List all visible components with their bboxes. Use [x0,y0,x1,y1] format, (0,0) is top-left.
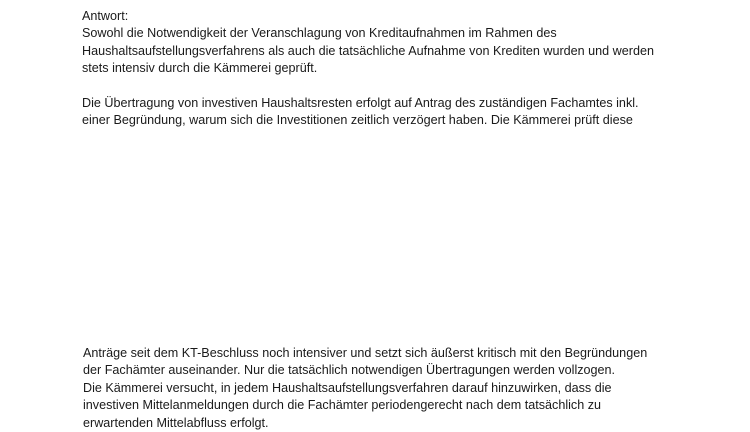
answer-heading: Antwort: [82,9,129,23]
paragraph-2 [82,95,639,130]
paragraph-3-line-1: Anträge seit dem KT-Beschluss noch intensiver und setzt sich äußerst kritisch mit den Begründungen [83,346,648,360]
paragraph-2-line-2: einer Begründung, warum sich die Investitionen zeitlich verzögert haben. Die Kämmerei prüft diese [82,113,633,128]
paragraph-3 [83,345,647,432]
paragraph-3-line-4: investiven Mittelanmeldungen durch die Fachämter periodengerecht nach dem tatsächlich zu [83,398,602,413]
paragraph-2-line-1: Die Übertragung von investiven Haushaltsresten erfolgt auf Antrag des zuständigen Fachamtes inkl. [82,96,639,110]
paragraph-1-line-1: Sowohl die Notwendigkeit der Veranschlagung von Kreditaufnahmen im Rahmen des [82,26,557,41]
paragraph-1-line-3: stets intensiv durch die Kämmerei geprüft. [82,61,318,76]
paragraph-3-line-5: erwartenden Mittelabfluss erfolgt. [83,415,269,430]
paragraph-3-line-3: Die Kämmerei versucht, in jedem Haushaltsaufstellungsverfahren darauf hinzuwirken, dass die [83,380,612,395]
paragraph-3-line-2: der Fachämter auseinander. Nur die tatsächlich notwendigen Übertragungen werden vollzogen. [83,363,616,378]
answer-section [82,8,654,78]
paragraph-1-line-2: Haushaltsaufstellungsverfahrens als auch die tatsächliche Aufnahme von Krediten wurden und werden [82,43,654,58]
